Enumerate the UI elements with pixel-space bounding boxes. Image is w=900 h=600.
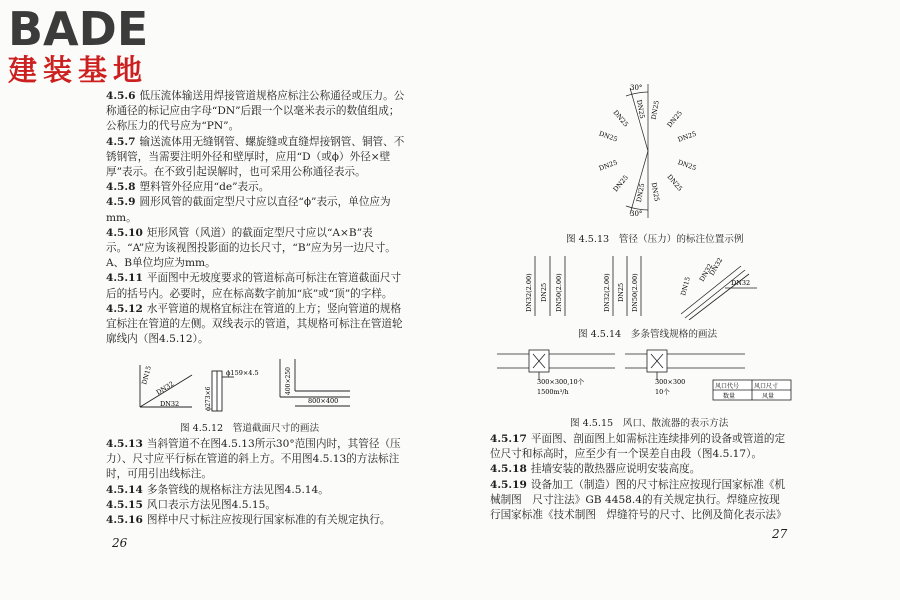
paragraph: 4.5.11 平面图中无坡度要求的管道标高可标注在管道截面尺寸后的括号内。必要时，应在标高数字前加“底”或“顶”的字样。 <box>106 272 402 300</box>
dn-label: DN25 <box>635 182 647 203</box>
logo <box>8 2 178 87</box>
angle-label: 30° <box>630 210 643 218</box>
figure-4-5-13 <box>578 82 718 220</box>
left-page-text-2 <box>106 437 406 528</box>
angle-label: 30° <box>630 84 643 92</box>
paragraph: 4.5.6 低压流体输送用焊接管道规格应标注公称通径或压力。公称通径的标记应由字母“DN”后跟一个以毫米表示的数值组成；公称压力的代号应为“PN”。 <box>106 90 405 133</box>
fig15-table-cell: 数量 <box>723 393 736 400</box>
fig14-label: DN15 <box>679 275 692 297</box>
paragraph: 4.5.18 挂墙安装的散热器应说明安装高度。 <box>490 463 701 476</box>
fig14-label: DN32(2.00) <box>603 273 611 312</box>
figure-caption: 图 4.5.15 风口、散流器的表示方法 <box>570 418 729 429</box>
figure-4-5-15 <box>495 346 795 404</box>
paragraph: 4.5.9 圆形风管的截面定型尺寸应以直径“ϕ”表示，单位应为mm。 <box>106 196 391 224</box>
fig15-label: 300×300,10个 <box>537 378 585 386</box>
fig14-label: DN32 <box>707 256 725 277</box>
fig12-label: ϕ273×6 <box>205 386 212 411</box>
dn-label: DN25 <box>597 129 619 144</box>
paragraph: 4.5.19 设备加工（制造）图的尺寸标注应按现行国家标准《机械制图 尺寸注法》GB 4458.4的有关规定执行。焊缝应按现行国家标准《技术制图 焊缝符号的尺寸、比例及简化表示法》 <box>490 478 787 522</box>
dn-label: DN25 <box>649 181 661 203</box>
fig12-label: ϕ159×4.5 <box>226 369 259 377</box>
dn-label: DN25 <box>665 172 684 193</box>
paragraph: 4.5.8 塑料管外径应用“de”表示。 <box>106 181 270 194</box>
fig15-table-cell: 风口尺寸 <box>754 383 779 390</box>
right-page-text <box>490 432 790 523</box>
fig12-label: DN32 <box>160 400 180 408</box>
fig15-table-cell: 风量 <box>762 393 775 400</box>
dn-label: DN25 <box>611 173 630 194</box>
fig14-label: DN50(2.00) <box>631 273 639 312</box>
fig14-label: DN25 <box>617 282 625 302</box>
page-number: 27 <box>772 527 788 541</box>
fig14-label: DN50(2.00) <box>555 273 563 312</box>
paragraph: 4.5.14 多条管线的规格标注方法见图4.5.14。 <box>106 483 329 496</box>
figure-4-5-14 <box>495 252 765 320</box>
fig15-label: 300×300 <box>655 378 686 386</box>
dn-label: DN25 <box>649 99 661 121</box>
paragraph: 4.5.7 输送流体用无缝钢管、螺旋缝或直缝焊接钢管、铜管、不锈钢管，当需要注明外径和壁厚时，应用“D（或ϕ）外径×壁厚”表示。在不致引起误解时，也可采用公称通径表示。 <box>106 135 405 179</box>
paragraph: 4.5.16 图样中尺寸标注应按现行国家标准的有关规定执行。 <box>106 514 391 527</box>
fig14-label: DN32 <box>697 262 715 283</box>
fig15-label: 10个 <box>655 388 670 396</box>
fig14-label: DN32 <box>731 279 751 287</box>
figure-caption: 图 4.5.14 多条管线规格的画法 <box>578 329 718 340</box>
paragraph: 4.5.13 当斜管道不在图4.5.13所示30°范围内时，其管径（压力）、尺寸应平行标在管道的斜上方。不用图4.5.13的方法标注时，可用引出线标注。 <box>106 438 401 481</box>
left-page-text <box>106 89 406 347</box>
fig12-label: DN15 <box>140 364 153 386</box>
fig14-label: DN32(2.00) <box>525 273 533 312</box>
fig15-table-cell: 风口代号 <box>715 383 740 390</box>
dn-label: DN25 <box>665 109 684 130</box>
figure-4-5-12 <box>130 355 370 415</box>
figure-caption: 图 4.5.12 管道截面尺寸的画法 <box>180 423 320 434</box>
page-number: 26 <box>112 536 128 550</box>
fig14-label: DN25 <box>540 282 548 302</box>
paragraph: 4.5.15 风口表示方法见图4.5.15。 <box>106 498 276 511</box>
dn-label: DN25 <box>676 129 698 144</box>
logo-subtitle: 建装基地 <box>8 53 149 87</box>
paragraph: 4.5.12 水平管道的规格宜标注在管道的上方；竖向管道的规格宜标注在管道的左侧。双线表示的管道，其规格可标注在管道轮廓线内（图4.5.12）。 <box>106 302 403 346</box>
fig12-label: 400×250 <box>285 367 292 395</box>
fig12-label: DN32 <box>154 379 176 397</box>
dn-label: DN25 <box>611 108 630 129</box>
dn-label: DN25 <box>597 158 619 173</box>
fig15-label: 1500m³/h <box>537 388 569 396</box>
logo-word: BADE <box>8 2 149 56</box>
fig12-label: 800×400 <box>308 397 339 405</box>
figure-caption: 图 4.5.13 管径（压力）的标注位置示例 <box>566 234 744 245</box>
dn-label: DN25 <box>635 99 647 120</box>
dn-label: DN25 <box>676 158 698 173</box>
paragraph: 4.5.17 平面图、剖面图上如需标注连续排列的设备或管道的定位尺寸和标高时，应至少有一个误差自由段（图4.5.17）。 <box>490 433 786 461</box>
paragraph: 4.5.10 矩形风管（风道）的截面定型尺寸应以“A×B”表示。“A”应为该视图投影面的边长尺寸，“B”应为另一边尺寸。A、B单位均应为mm。 <box>106 226 396 270</box>
